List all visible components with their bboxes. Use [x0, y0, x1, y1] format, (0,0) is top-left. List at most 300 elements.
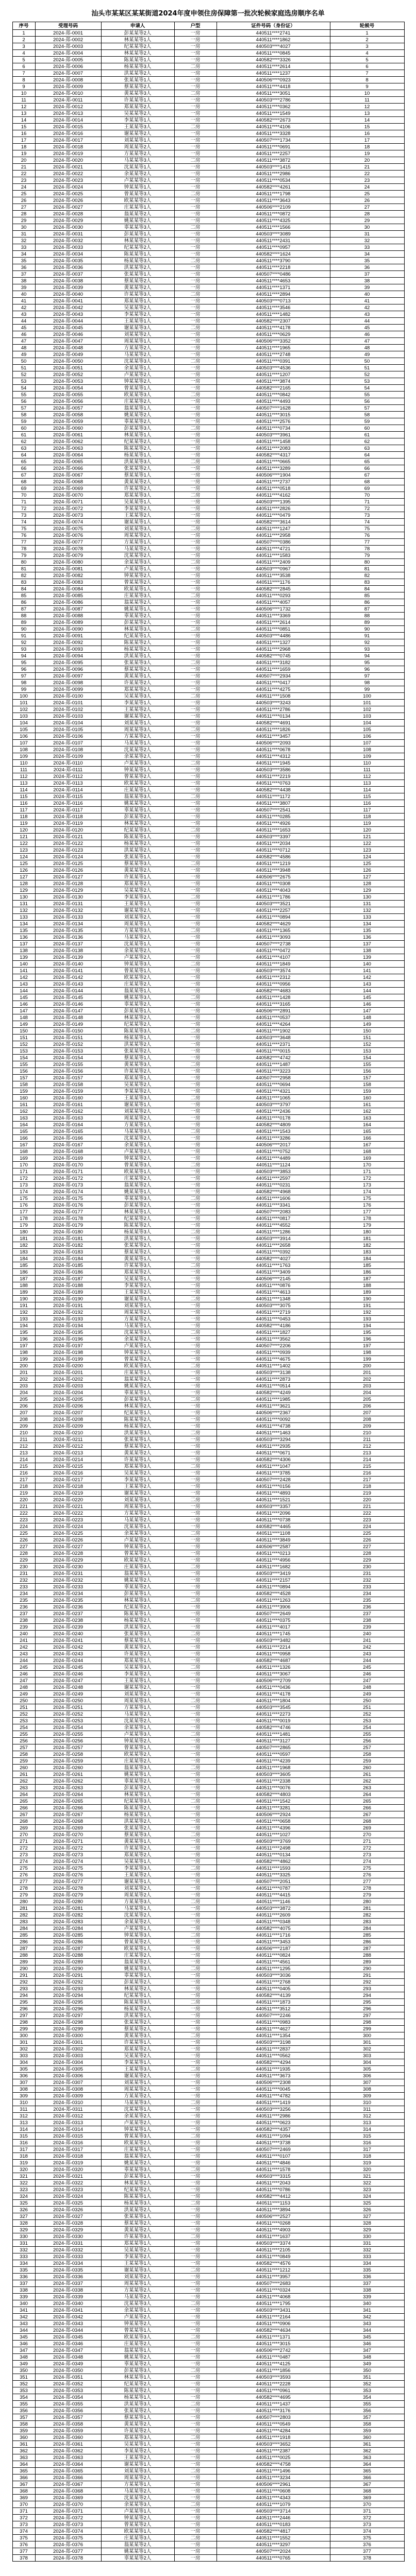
cell-id-number: 440511****3127 — [217, 1738, 330, 1744]
cell-unit-type: 一房 — [174, 1410, 217, 1416]
cell-applicant: 曾某某等2人 — [101, 1550, 174, 1557]
table-row — [12, 1704, 404, 1711]
cell-index: 245 — [12, 1664, 35, 1671]
cell-unit-type: 二房 — [174, 2535, 217, 2541]
cell-application-no: 2024-郑-0090 — [35, 626, 101, 633]
cell-queue-no: 232 — [330, 1577, 404, 1584]
cell-id-number: 440511****2498 — [217, 1845, 330, 1852]
cell-queue-no: 266 — [330, 1805, 404, 1811]
cell-index: 270 — [12, 1832, 35, 1838]
cell-queue-no: 351 — [330, 2374, 404, 2381]
cell-application-no: 2024-郑-0016 — [35, 130, 101, 137]
cell-applicant: 曾某某等3人 — [101, 2133, 174, 2140]
cell-applicant: 余某某等2人 — [101, 2113, 174, 2120]
cell-application-no: 2024-郑-0294 — [35, 1992, 101, 1999]
cell-queue-no: 51 — [330, 365, 404, 371]
table-row — [12, 1691, 404, 1698]
cell-unit-type: 一房 — [174, 57, 217, 63]
cell-queue-no: 172 — [330, 1175, 404, 1182]
cell-queue-no: 105 — [330, 726, 404, 733]
cell-unit-type: 一房 — [174, 1309, 217, 1316]
cell-applicant: 林某某等2人 — [101, 50, 174, 57]
cell-application-no: 2024-郑-0317 — [35, 2146, 101, 2153]
cell-unit-type: 一房 — [174, 1189, 217, 1195]
cell-unit-type: 一房 — [174, 378, 217, 385]
cell-application-no: 2024-郑-0024 — [35, 184, 101, 191]
cell-id-number: 440511****1327 — [217, 639, 330, 646]
cell-id-number: 440506****1732 — [217, 606, 330, 613]
cell-queue-no: 32 — [330, 238, 404, 244]
table-row — [12, 258, 404, 264]
cell-unit-type: 二房 — [174, 1765, 217, 1771]
cell-unit-type: 一房 — [174, 2207, 217, 2213]
table-row — [12, 1892, 404, 1899]
table-row — [12, 1209, 404, 1215]
cell-unit-type: 一房 — [174, 1677, 217, 1684]
cell-unit-type: 一房 — [174, 1142, 217, 1148]
cell-index: 29 — [12, 217, 35, 224]
cell-unit-type: 二房 — [174, 258, 217, 264]
cell-id-number: 440511****2164 — [217, 2314, 330, 2320]
cell-applicant: 杨某某等1人 — [101, 452, 174, 459]
cell-index: 203 — [12, 1383, 35, 1389]
cell-queue-no: 100 — [330, 693, 404, 700]
cell-unit-type: 一房 — [174, 331, 217, 338]
cell-queue-no: 336 — [330, 2274, 404, 2280]
cell-applicant: 张某某等2人 — [101, 1242, 174, 1249]
cell-application-no: 2024-郑-0331 — [35, 2240, 101, 2247]
cell-queue-no: 285 — [330, 1932, 404, 1939]
cell-unit-type: 一房 — [174, 1008, 217, 1014]
table-row — [12, 720, 404, 726]
cell-index: 235 — [12, 1597, 35, 1604]
cell-applicant: 许某某等2人 — [101, 1845, 174, 1852]
cell-unit-type: 二房 — [174, 191, 217, 197]
cell-id-number: 440582****2307 — [217, 318, 330, 325]
cell-queue-no: 252 — [330, 1711, 404, 1718]
cell-applicant: 林某某等3人 — [101, 626, 174, 633]
cell-unit-type: 一房 — [174, 2213, 217, 2220]
cell-unit-type: 一房 — [174, 566, 217, 572]
table-row — [12, 204, 404, 211]
cell-application-no: 2024-郑-0126 — [35, 867, 101, 874]
cell-queue-no: 357 — [330, 2414, 404, 2421]
table-row — [12, 659, 404, 666]
table-row — [12, 1885, 404, 1892]
table-row — [12, 2233, 404, 2240]
cell-applicant: 翁某某等1人 — [101, 988, 174, 994]
cell-application-no: 2024-郑-0310 — [35, 2099, 101, 2106]
table-row — [12, 2320, 404, 2327]
table-row — [12, 2434, 404, 2441]
table-row — [12, 425, 404, 432]
cell-id-number: 440511****1065 — [217, 1095, 330, 1101]
table-row — [12, 2053, 404, 2059]
cell-application-no: 2024-郑-0200 — [35, 1363, 101, 1369]
table-row — [12, 438, 404, 445]
cell-queue-no: 350 — [330, 2367, 404, 2374]
cell-index: 213 — [12, 1450, 35, 1456]
cell-applicant: 庄某某等1人 — [101, 787, 174, 793]
cell-index: 57 — [12, 405, 35, 412]
cell-applicant: 张某某等3人 — [101, 659, 174, 666]
cell-queue-no: 301 — [330, 2039, 404, 2046]
cell-id-number: 440503****0967 — [217, 566, 330, 572]
table-row — [12, 2347, 404, 2354]
cell-queue-no: 368 — [330, 2488, 404, 2495]
table-row — [12, 1410, 404, 1416]
table-row — [12, 1081, 404, 1088]
cell-application-no: 2024-郑-0192 — [35, 1309, 101, 1316]
cell-queue-no: 303 — [330, 2053, 404, 2059]
cell-index: 285 — [12, 1932, 35, 1939]
cell-id-number: 440511****2837 — [217, 2046, 330, 2053]
cell-id-number: 440511****0691 — [217, 144, 330, 150]
table-row — [12, 1798, 404, 1805]
table-row — [12, 2495, 404, 2501]
cell-index: 248 — [12, 1684, 35, 1691]
cell-queue-no: 70 — [330, 492, 404, 499]
cell-index: 378 — [12, 2555, 35, 2562]
cell-id-number: 440511****4125 — [217, 2361, 330, 2367]
table-row — [12, 1396, 404, 1403]
table-row — [12, 854, 404, 860]
cell-queue-no: 376 — [330, 2541, 404, 2548]
table-row — [12, 726, 404, 733]
cell-applicant: 陈某某等2人 — [101, 1416, 174, 1423]
cell-unit-type: 一房 — [174, 1557, 217, 1564]
cell-queue-no: 14 — [330, 117, 404, 124]
table-row — [12, 371, 404, 378]
cell-applicant: 纪某某等1人 — [101, 633, 174, 639]
cell-id-number: 440511****2043 — [217, 2180, 330, 2187]
table-row — [12, 1945, 404, 1952]
cell-index: 262 — [12, 1778, 35, 1785]
cell-unit-type: 一房 — [174, 1785, 217, 1791]
cell-unit-type: 一房 — [174, 974, 217, 981]
cell-application-no: 2024-郑-0279 — [35, 1892, 101, 1899]
cell-application-no: 2024-郑-0108 — [35, 747, 101, 753]
cell-queue-no: 216 — [330, 1470, 404, 1477]
cell-id-number: 440511****1873 — [217, 1999, 330, 2006]
table-row — [12, 1369, 404, 1376]
cell-application-no: 2024-郑-0277 — [35, 1878, 101, 1885]
table-row — [12, 1899, 404, 1905]
cell-index: 273 — [12, 1852, 35, 1858]
cell-unit-type: 一房 — [174, 351, 217, 358]
cell-applicant: 卢某某等2人 — [101, 2120, 174, 2126]
cell-unit-type: 一房 — [174, 2160, 217, 2166]
table-row — [12, 171, 404, 177]
cell-queue-no: 328 — [330, 2220, 404, 2227]
cell-application-no: 2024-郑-0201 — [35, 1369, 101, 1376]
table-row — [12, 1852, 404, 1858]
cell-queue-no: 168 — [330, 1148, 404, 1155]
table-row — [12, 1738, 404, 1744]
table-row — [12, 1235, 404, 1242]
cell-applicant: 方某某等1人 — [101, 1704, 174, 1711]
header-cell-application-no: 受理号码 — [35, 22, 101, 30]
cell-applicant: 马某某等1人 — [101, 740, 174, 747]
table-row — [12, 1671, 404, 1677]
cell-id-number: 440511****0752 — [217, 1148, 330, 1155]
cell-applicant: 王某某等1人 — [101, 2260, 174, 2267]
cell-queue-no: 345 — [330, 2334, 404, 2341]
cell-id-number: 440511****0694 — [217, 1081, 330, 1088]
table-row — [12, 1845, 404, 1852]
cell-queue-no: 348 — [330, 2354, 404, 2361]
cell-application-no: 2024-郑-0226 — [35, 1537, 101, 1544]
cell-id-number: 440511****1593 — [217, 1865, 330, 1872]
cell-applicant: 张某某等1人 — [101, 271, 174, 278]
cell-id-number: 440582****4027 — [217, 1256, 330, 1262]
cell-applicant: 欧某某等1人 — [101, 586, 174, 592]
cell-index: 205 — [12, 1396, 35, 1403]
cell-application-no: 2024-郑-0367 — [35, 2481, 101, 2488]
cell-applicant: 洪某某等2人 — [101, 1818, 174, 1825]
cell-application-no: 2024-郑-0343 — [35, 2320, 101, 2327]
cell-unit-type: 一房 — [174, 499, 217, 505]
cell-unit-type: 二房 — [174, 2099, 217, 2106]
cell-unit-type: 一房 — [174, 2173, 217, 2180]
cell-id-number: 440507****1734 — [217, 137, 330, 144]
cell-unit-type: 二房 — [174, 1128, 217, 1135]
cell-index: 225 — [12, 1530, 35, 1537]
cell-applicant: 陈某某等2人 — [101, 1805, 174, 1811]
table-row — [12, 1878, 404, 1885]
cell-index: 268 — [12, 1818, 35, 1825]
cell-unit-type: 一房 — [174, 1115, 217, 1122]
cell-unit-type: 一房 — [174, 418, 217, 425]
cell-index: 197 — [12, 1343, 35, 1349]
cell-application-no: 2024-郑-0187 — [35, 1276, 101, 1282]
cell-unit-type: 一房 — [174, 2414, 217, 2421]
cell-unit-type: 一房 — [174, 1014, 217, 1021]
cell-queue-no: 13 — [330, 110, 404, 117]
cell-queue-no: 207 — [330, 1410, 404, 1416]
cell-unit-type: 一房 — [174, 1979, 217, 1986]
table-row — [12, 532, 404, 539]
cell-queue-no: 85 — [330, 592, 404, 599]
cell-application-no: 2024-郑-0229 — [35, 1557, 101, 1564]
cell-queue-no: 375 — [330, 2535, 404, 2541]
table-row — [12, 988, 404, 994]
cell-application-no: 2024-郑-0132 — [35, 907, 101, 914]
cell-index: 60 — [12, 425, 35, 432]
cell-queue-no: 95 — [330, 659, 404, 666]
cell-queue-no: 23 — [330, 177, 404, 184]
cell-index: 183 — [12, 1249, 35, 1256]
cell-queue-no: 211 — [330, 1436, 404, 1443]
table-row — [12, 2515, 404, 2521]
cell-index: 214 — [12, 1456, 35, 1463]
table-row — [12, 847, 404, 854]
cell-queue-no: 66 — [330, 465, 404, 472]
cell-index: 19 — [12, 150, 35, 157]
cell-queue-no: 318 — [330, 2153, 404, 2160]
cell-queue-no: 359 — [330, 2428, 404, 2434]
cell-queue-no: 215 — [330, 1463, 404, 1470]
table-row — [12, 1503, 404, 1510]
cell-application-no: 2024-郑-0359 — [35, 2428, 101, 2434]
table-row — [12, 2240, 404, 2247]
cell-application-no: 2024-郑-0029 — [35, 217, 101, 224]
cell-queue-no: 253 — [330, 1718, 404, 1724]
cell-application-no: 2024-郑-0115 — [35, 793, 101, 800]
cell-applicant: 谢某某等3人 — [101, 1296, 174, 1302]
cell-unit-type: 二房 — [174, 1698, 217, 1704]
cell-unit-type: 二房 — [174, 1530, 217, 1537]
cell-application-no: 2024-郑-0206 — [35, 1403, 101, 1410]
cell-unit-type: 一房 — [174, 1878, 217, 1885]
cell-application-no: 2024-郑-0231 — [35, 1570, 101, 1577]
cell-applicant: 王某某等2人 — [101, 1289, 174, 1296]
cell-application-no: 2024-郑-0191 — [35, 1302, 101, 1309]
cell-id-number: 440511****4284 — [217, 2428, 330, 2434]
cell-application-no: 2024-郑-0264 — [35, 1791, 101, 1798]
cell-id-number: 440511****2446 — [217, 2515, 330, 2521]
cell-queue-no: 73 — [330, 512, 404, 519]
cell-id-number: 440511****4275 — [217, 686, 330, 693]
cell-queue-no: 317 — [330, 2146, 404, 2153]
table-row — [12, 1249, 404, 1256]
cell-unit-type: 二房 — [174, 358, 217, 365]
table-row — [12, 2481, 404, 2488]
cell-queue-no: 195 — [330, 1329, 404, 1336]
cell-id-number: 440511****1212 — [217, 2267, 330, 2274]
cell-queue-no: 41 — [330, 298, 404, 304]
cell-application-no: 2024-郑-0175 — [35, 1195, 101, 1202]
cell-id-number: 440503****3036 — [217, 1972, 330, 1979]
cell-queue-no: 323 — [330, 2187, 404, 2193]
cell-applicant: 姚某某等1人 — [101, 1189, 174, 1195]
cell-id-number: 440582****4683 — [217, 988, 330, 994]
table-header — [12, 22, 404, 30]
cell-index: 99 — [12, 686, 35, 693]
cell-index: 174 — [12, 1189, 35, 1195]
cell-queue-no: 129 — [330, 887, 404, 894]
cell-applicant: 翁某某等1人 — [101, 1570, 174, 1577]
cell-id-number: 440511****3093 — [217, 934, 330, 941]
cell-application-no: 2024-郑-0282 — [35, 1912, 101, 1919]
cell-applicant: 余某某等2人 — [101, 1919, 174, 1925]
table-row — [12, 418, 404, 425]
cell-unit-type: 一房 — [174, 1845, 217, 1852]
cell-application-no: 2024-郑-0255 — [35, 1731, 101, 1738]
table-row — [12, 1195, 404, 1202]
table-row — [12, 2059, 404, 2066]
cell-index: 62 — [12, 438, 35, 445]
table-row — [12, 1999, 404, 2006]
cell-queue-no: 372 — [330, 2515, 404, 2521]
cell-application-no: 2024-郑-0342 — [35, 2314, 101, 2320]
cell-applicant: 王某某等1人 — [101, 1677, 174, 1684]
table-row — [12, 499, 404, 505]
cell-queue-no: 209 — [330, 1423, 404, 1430]
cell-applicant: 谢某某等2人 — [101, 2073, 174, 2079]
cell-applicant: 钟某某等2人 — [101, 1349, 174, 1356]
cell-unit-type: 一房 — [174, 2026, 217, 2032]
cell-index: 63 — [12, 445, 35, 452]
table-row — [12, 1590, 404, 1597]
cell-applicant: 王某某等3人 — [101, 2066, 174, 2073]
cell-unit-type: 一房 — [174, 2555, 217, 2562]
cell-application-no: 2024-郑-0357 — [35, 2414, 101, 2421]
table-row — [12, 706, 404, 713]
cell-applicant: 黄某某等2人 — [101, 867, 174, 874]
table-row — [12, 1731, 404, 1738]
cell-application-no: 2024-郑-0338 — [35, 2287, 101, 2294]
cell-applicant: 欧某某等2人 — [101, 197, 174, 204]
cell-id-number: 440511****0562 — [217, 2053, 330, 2059]
cell-applicant: 郑某某等1人 — [101, 298, 174, 304]
cell-id-number: 440511****3289 — [217, 465, 330, 472]
cell-index: 17 — [12, 137, 35, 144]
cell-applicant: 陈某某等3人 — [101, 1028, 174, 1035]
cell-unit-type: 一房 — [174, 988, 217, 994]
table-row — [12, 2133, 404, 2140]
cell-applicant: 蔡某某等3人 — [101, 1832, 174, 1838]
cell-id-number: 440511****2873 — [217, 1376, 330, 1383]
cell-index: 117 — [12, 807, 35, 814]
cell-index: 90 — [12, 626, 35, 633]
cell-queue-no: 31 — [330, 231, 404, 238]
cell-index: 324 — [12, 2193, 35, 2200]
cell-unit-type: 二房 — [174, 2300, 217, 2307]
cell-queue-no: 212 — [330, 1443, 404, 1450]
cell-queue-no: 257 — [330, 1744, 404, 1751]
table-row — [12, 1028, 404, 1035]
cell-application-no: 2024-郑-0015 — [35, 124, 101, 130]
cell-id-number: 440503****3545 — [217, 1704, 330, 1711]
cell-applicant: 翁某某等2人 — [101, 599, 174, 606]
cell-id-number: 440511****0213 — [217, 1550, 330, 1557]
cell-applicant: 钟某某等1人 — [101, 2126, 174, 2133]
table-row — [12, 1363, 404, 1369]
cell-id-number: 440582****4634 — [217, 2327, 330, 2334]
cell-queue-no: 124 — [330, 854, 404, 860]
cell-applicant: 庄某某等3人 — [101, 1564, 174, 1570]
cell-index: 87 — [12, 606, 35, 613]
cell-index: 364 — [12, 2461, 35, 2468]
cell-id-number: 440511****2786 — [217, 706, 330, 713]
cell-id-number: 440582****1624 — [217, 251, 330, 258]
cell-applicant: 许某某等2人 — [101, 680, 174, 686]
cell-queue-no: 153 — [330, 1048, 404, 1055]
cell-id-number: 440582****4862 — [217, 1858, 330, 1865]
cell-applicant: 林某某等1人 — [101, 1209, 174, 1215]
cell-unit-type: 二房 — [174, 291, 217, 298]
cell-application-no: 2024-郑-0225 — [35, 1530, 101, 1537]
cell-index: 84 — [12, 586, 35, 592]
cell-applicant: 辜某某等1人 — [101, 1389, 174, 1396]
cell-queue-no: 29 — [330, 217, 404, 224]
cell-id-number: 440511****2312 — [217, 974, 330, 981]
cell-unit-type: 一房 — [174, 1905, 217, 1912]
cell-applicant: 辜某某等1人 — [101, 807, 174, 814]
cell-unit-type: 一房 — [174, 1671, 217, 1677]
table-row — [12, 1523, 404, 1530]
cell-queue-no: 183 — [330, 1249, 404, 1256]
cell-id-number: 440511****1463 — [217, 1430, 330, 1436]
cell-unit-type: 一房 — [174, 2341, 217, 2347]
table-row — [12, 1302, 404, 1309]
cell-id-number: 440503****3482 — [217, 1637, 330, 1644]
cell-queue-no: 116 — [330, 800, 404, 807]
cell-application-no: 2024-郑-0330 — [35, 2233, 101, 2240]
cell-unit-type: 一房 — [174, 1269, 217, 1276]
cell-unit-type: 一房 — [174, 1436, 217, 1443]
